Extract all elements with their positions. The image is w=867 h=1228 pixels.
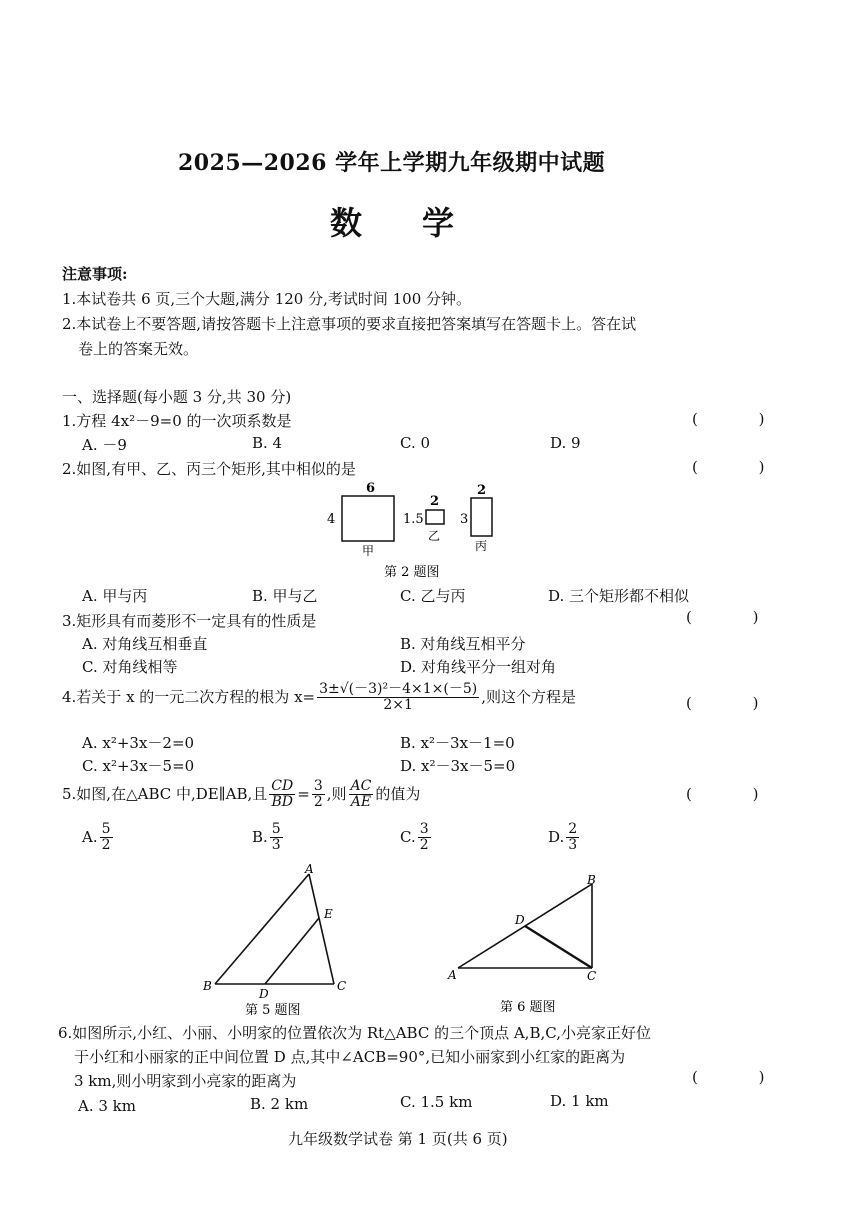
q6-option-b: B. 2 km — [250, 1095, 309, 1113]
notice-item-1: 1.本试卷共 6 页,三个大题,满分 120 分,考试时间 100 分钟。 — [62, 290, 472, 308]
q5-stem-pre: 5.如图,在△ABC 中,DE∥AB,且 — [62, 784, 268, 803]
rect-yi-width-label: 2 — [430, 494, 440, 509]
rect-jia-name: 甲 — [362, 544, 375, 558]
q4-stem — [62, 682, 576, 714]
q4-root-numerator: 3±√(－3)²－4×1×(－5) — [319, 681, 478, 697]
q5-fraction-cd-bd — [269, 779, 295, 811]
notice-item-3: 卷上的答案无效。 — [78, 340, 199, 358]
q5-option-a-den: 2 — [101, 837, 111, 854]
q6-label-a: A — [448, 968, 457, 982]
q6-label-d: D — [515, 913, 525, 927]
notice-heading: 注意事项: — [62, 265, 128, 283]
rect-bing-width-label: 2 — [477, 483, 487, 498]
q5-stem — [62, 779, 420, 811]
subject-title: 数学 — [330, 204, 515, 242]
rect-jia — [342, 496, 394, 541]
q2-option-c: C. 乙与丙 — [400, 587, 466, 605]
q5-label-c: C — [337, 979, 347, 993]
q6-stem-line-2: 于小红和小丽家的正中间位置 D 点,其中∠ACB=90°,已知小丽家到小红家的距离为 — [74, 1048, 626, 1066]
q6-stem-line-1: 6.如图所示,小红、小丽、小明家的位置依次为 Rt△ABC 的三个顶点 A,B,C,小亮家正好位 — [58, 1024, 651, 1042]
q5-option-d-num: 2 — [568, 821, 578, 837]
q6-stem-line-3: 3 km,则小明家到小亮家的距离为 — [74, 1072, 297, 1090]
q4-option-c: C. x²+3x－5=0 — [82, 757, 195, 775]
segment-cd — [525, 926, 592, 968]
q5-option-b-num: 5 — [271, 821, 281, 837]
q1-option-d: D. 9 — [550, 434, 581, 452]
rect-jia-height-label: 4 — [327, 512, 336, 527]
q5-option-d-den: 3 — [568, 837, 578, 854]
q5-option-d — [548, 822, 581, 854]
section-heading: 一、选择题(每小题 3 分,共 30 分) — [62, 388, 292, 406]
q5-fraction-3-2 — [312, 779, 325, 811]
q5-option-a-frac — [100, 822, 113, 854]
q5-equals: = — [297, 784, 310, 803]
q5-option-c — [400, 822, 433, 854]
q5-stem-post: 的值为 — [375, 784, 421, 803]
page-footer: 九年级数学试卷 第 1 页(共 6 页) — [288, 1130, 508, 1148]
q5-label-b: B — [203, 979, 212, 993]
q5-option-c-frac — [418, 822, 431, 854]
q3-stem: 3.矩形具有而菱形不一定具有的性质是 — [62, 612, 317, 630]
q6-figure-caption: 第 6 题图 — [500, 1000, 556, 1015]
q3-option-c: C. 对角线相等 — [82, 658, 178, 676]
rect-bing-name: 丙 — [475, 539, 488, 553]
q1-option-b: B. 4 — [252, 434, 283, 452]
q5-option-b-den: 3 — [271, 837, 281, 854]
q6-option-a: A. 3 km — [78, 1097, 136, 1115]
q4-root-denominator: 2×1 — [383, 697, 413, 714]
q2-answer-paren: ( ) — [692, 458, 793, 476]
q5-f2-den: 2 — [313, 794, 323, 811]
q1-option-c: C. 0 — [400, 434, 431, 452]
segment-ba — [215, 874, 309, 984]
q5-figure-caption: 第 5 题图 — [245, 1003, 301, 1018]
q1-stem: 1.方程 4x²－9=0 的一次项系数是 — [62, 412, 292, 430]
q6-answer-paren: ( ) — [692, 1068, 793, 1086]
q3-option-d: D. 对角线平分一组对角 — [400, 658, 557, 676]
rect-bing-height-label: 3 — [460, 512, 469, 527]
q5-option-a-letter: A. — [82, 827, 98, 846]
q1-option-a: A. －9 — [82, 436, 127, 454]
q4-option-d: D. x²－3x－5=0 — [400, 757, 516, 775]
rect-yi-height-label: 1.5 — [403, 512, 424, 527]
q5-option-b — [252, 822, 285, 854]
q5-figure — [195, 862, 365, 1022]
q5-f1-den: BD — [271, 794, 294, 811]
q5-option-c-letter: C. — [400, 827, 416, 846]
q2-stem: 2.如图,有甲、乙、丙三个矩形,其中相似的是 — [62, 460, 356, 478]
q1-answer-paren: ( ) — [692, 410, 793, 428]
q6-label-b: B — [587, 873, 596, 887]
q2-figure-caption: 第 2 题图 — [384, 565, 440, 580]
exam-title: 2025—2026 学年上学期九年级期中试题 — [178, 150, 606, 176]
rect-jia-width-label: 6 — [366, 481, 376, 496]
segment-de — [265, 918, 319, 984]
q5-f3-num: AC — [350, 778, 372, 794]
q5-label-d: D — [259, 987, 269, 1001]
q5-option-c-num: 3 — [419, 821, 429, 837]
q4-stem-post: ,则这个方程是 — [481, 687, 576, 706]
q2-option-b: B. 甲与乙 — [252, 587, 318, 605]
q5-f3-den: AE — [350, 794, 372, 811]
q3-option-b: B. 对角线互相平分 — [400, 635, 526, 653]
rect-bing — [471, 498, 492, 536]
q5-option-d-letter: D. — [548, 827, 565, 846]
q2-option-a: A. 甲与丙 — [82, 587, 148, 605]
notice-item-2: 2.本试卷上不要答题,请按答题卡上注意事项的要求直接把答案填写在答题卡上。答在试 — [62, 315, 637, 333]
q6-option-d: D. 1 km — [550, 1092, 609, 1110]
q5-option-b-letter: B. — [252, 827, 268, 846]
q5-option-a-num: 5 — [101, 821, 111, 837]
q3-answer-paren: ( ) — [686, 608, 787, 626]
q5-option-d-frac — [566, 822, 579, 854]
q5-option-a — [82, 822, 115, 854]
q5-option-b-frac — [270, 822, 283, 854]
rect-yi — [426, 510, 444, 524]
rect-yi-name: 乙 — [428, 529, 441, 543]
q4-answer-paren: ( ) — [686, 694, 787, 712]
q5-answer-paren: ( ) — [686, 785, 787, 803]
q4-option-a: A. x²+3x－2=0 — [82, 734, 195, 752]
q5-stem-mid: ,则 — [326, 784, 347, 803]
q2-option-d: D. 三个矩形都不相似 — [548, 587, 690, 605]
q5-fraction-ac-ae — [349, 779, 374, 811]
q5-f1-num: CD — [271, 778, 294, 794]
q5-f2-num: 3 — [313, 778, 323, 794]
q5-label-a: A — [305, 862, 314, 876]
segment-ac — [309, 874, 334, 984]
q6-label-c: C — [587, 969, 597, 983]
q5-label-e: E — [324, 907, 333, 921]
q4-option-b: B. x²－3x－1=0 — [400, 734, 515, 752]
q4-stem-pre: 4.若关于 x 的一元二次方程的根为 x= — [62, 687, 316, 706]
q3-option-a: A. 对角线互相垂直 — [82, 635, 208, 653]
q4-root-formula — [317, 682, 479, 714]
q2-figure — [320, 478, 520, 586]
q6-figure — [440, 868, 620, 1018]
q6-option-c: C. 1.5 km — [400, 1093, 473, 1111]
q5-option-c-den: 2 — [419, 837, 429, 854]
